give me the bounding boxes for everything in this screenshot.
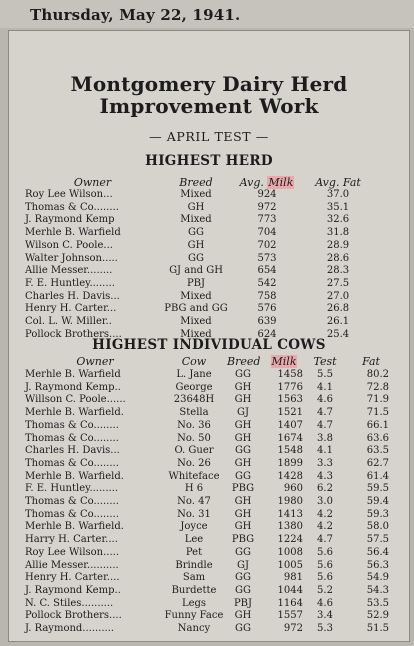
herd-avg-fat-cell: 32.6: [326, 214, 350, 226]
herd-breed-cell: GG: [188, 252, 204, 264]
herd-table-header: [9, 176, 409, 190]
cow-name-cell: No. 31: [177, 508, 211, 520]
cow-milk-cell: 1899: [277, 457, 303, 469]
cow-milk-cell: 1407: [277, 419, 303, 431]
cow-fat-cell: 62.7: [366, 457, 389, 469]
cow-milk-cell: 1674: [277, 432, 303, 444]
cow-fat-cell: 54.9: [366, 572, 389, 584]
cow-breed-cell: GH: [234, 419, 252, 431]
cow-fat-cell: 56.4: [366, 546, 389, 558]
newspaper-dateline-bar: [0, 0, 414, 28]
cow-name-cell: Whiteface: [168, 470, 220, 482]
cow-fat-cell: 58.0: [366, 521, 389, 533]
herd-owner-cell: Pollock Brothers....: [25, 328, 122, 340]
herd-avg-fat-cell: 26.8: [326, 303, 350, 315]
cow-milk-cell: 1557: [277, 610, 303, 622]
herd-table-row: [9, 189, 409, 201]
cow-milk-header: [265, 355, 303, 368]
cow-name-cell: Stella: [179, 407, 209, 419]
cow-milk-cell: 981: [283, 572, 303, 584]
herd-breed-cell: PBJ: [186, 277, 206, 289]
cow-owner-cell: Thomas & Co........: [25, 457, 119, 469]
cow-name-cell: No. 26: [177, 457, 211, 469]
cow-milk-cell: 1044: [277, 584, 303, 596]
cow-test-cell: 5.2: [317, 584, 333, 596]
herd-avg-fat-cell: 28.6: [326, 252, 350, 264]
cow-table-row: [9, 560, 409, 572]
herd-avg-milk-cell: 972: [257, 201, 277, 213]
cow-test-cell: 3.8: [317, 432, 333, 444]
herd-table-row: [9, 316, 409, 328]
cow-breed-cell: GJ: [237, 559, 249, 571]
cow-table-row: [9, 458, 409, 470]
cow-breed-header: Breed: [227, 355, 261, 368]
herd-breed-cell: GH: [187, 239, 205, 251]
cow-table-row: [9, 610, 409, 622]
cow-owner-cell: Thomas & Co........: [25, 496, 119, 507]
herd-table-row: [9, 240, 409, 252]
herd-breed-cell: Mixed: [180, 290, 212, 302]
cow-test-cell: 4.7: [317, 534, 333, 546]
cow-fat-cell: 80.2: [366, 369, 389, 380]
cow-name-cell: 23648H: [173, 394, 215, 406]
cow-name-cell: Legs: [181, 597, 207, 609]
herd-table-row: [9, 253, 409, 265]
highest-herd-heading: HIGHEST HERD: [145, 153, 273, 169]
herd-avg-milk-cell: 624: [257, 328, 277, 340]
cow-breed-cell: GH: [234, 381, 252, 393]
cow-table-row: [9, 471, 409, 483]
cow-test-cell: 5.3: [317, 623, 333, 634]
cow-owner-cell: Pollock Brothers....: [25, 610, 122, 622]
cow-milk-cell: 1563: [277, 394, 303, 406]
herd-owner-cell: Walter Johnson.....: [25, 252, 118, 264]
cow-fat-cell: 53.5: [366, 597, 389, 609]
cow-owner-cell: Roy Lee Wilson.....: [25, 546, 120, 558]
herd-breed-cell: PBG and GG: [164, 303, 228, 315]
herd-avg-fat-header: Avg. Fat: [315, 176, 361, 189]
herd-avg-milk-cell: 542: [257, 277, 277, 289]
cow-owner-cell: Harry H. Carter....: [25, 534, 118, 546]
cow-fat-cell: 57.5: [366, 534, 389, 546]
herd-owner-cell: Allie Messer........: [25, 265, 113, 277]
cow-fat-cell: 61.4: [366, 470, 389, 482]
cow-owner-cell: Henry H. Carter....: [25, 572, 120, 584]
cow-milk-cell: 1980: [277, 496, 303, 507]
cow-owner-cell: Thomas & Co........: [25, 432, 119, 444]
cow-name-cell: Lee: [184, 534, 204, 546]
cow-name-cell: H 6: [184, 483, 204, 495]
herd-avg-milk-cell: 639: [257, 316, 277, 327]
herd-table-row: [9, 227, 409, 239]
herd-breed-cell: GH: [187, 201, 205, 213]
cow-breed-cell: GG: [235, 470, 251, 482]
cow-milk-cell: 1548: [277, 445, 303, 457]
herd-avg-milk-cell: 924: [257, 189, 277, 200]
cow-milk-cell: 972: [283, 623, 303, 634]
herd-avg-fat-cell: 26.1: [326, 316, 350, 327]
herd-avg-fat-cell: 35.1: [326, 201, 350, 213]
cow-owner-cell: Charles H. Davis...: [25, 445, 120, 457]
cow-name-header: Cow: [181, 355, 207, 368]
herd-owner-cell: J. Raymond Kemp: [25, 214, 115, 226]
herd-avg-fat-cell: 27.5: [326, 277, 350, 289]
cow-fat-header: Fat: [362, 355, 380, 368]
herd-table-row: [9, 265, 409, 277]
herd-breed-cell: Mixed: [180, 328, 212, 340]
cow-table-row: [9, 483, 409, 495]
cow-milk-cell: 1008: [277, 546, 303, 558]
cow-owner-cell: Merhle B. Warfield.: [25, 470, 124, 482]
herd-avg-fat-cell: 28.3: [326, 265, 350, 277]
cow-fat-cell: 59.4: [366, 496, 389, 507]
cow-name-cell: Funny Face: [164, 610, 224, 622]
cow-breed-cell: GH: [234, 610, 252, 622]
herd-breed-cell: GG: [188, 227, 204, 239]
article-title-line-2: Improvement Work: [99, 94, 319, 118]
herd-avg-fat-cell: 25.4: [326, 328, 350, 340]
cow-name-cell: L. Jane: [176, 369, 212, 380]
cow-test-cell: 3.3: [317, 457, 333, 469]
cow-name-cell: Pet: [185, 546, 203, 558]
cow-milk-cell: 1521: [277, 407, 303, 419]
cow-milk-cell: 1776: [277, 381, 303, 393]
cow-name-cell: Sam: [182, 572, 206, 584]
cow-name-cell: Burdette: [171, 584, 217, 596]
herd-avg-milk-cell: 704: [257, 227, 277, 239]
herd-avg-milk-cell: 573: [257, 252, 277, 264]
cow-test-cell: 4.2: [317, 521, 333, 533]
herd-avg-milk-prefix: Avg.: [239, 176, 264, 189]
cow-name-cell: Nancy: [177, 623, 211, 634]
cow-owner-cell: Willson C. Poole......: [25, 394, 126, 406]
cow-name-cell: No. 47: [177, 496, 211, 507]
herd-owner-cell: Col. L. W. Miller..: [25, 316, 112, 327]
herd-avg-milk-cell: 773: [257, 214, 277, 226]
cow-owner-cell: J. Raymond..........: [25, 623, 115, 634]
cow-fat-cell: 51.5: [366, 623, 389, 634]
herd-owner-cell: Charles H. Davis...: [25, 290, 120, 302]
cow-owner-cell: Thomas & Co........: [25, 508, 119, 520]
cow-table-row: [9, 509, 409, 521]
herd-breed-cell: Mixed: [180, 316, 212, 327]
cow-fat-cell: 66.1: [366, 419, 389, 431]
herd-avg-milk-cell: 702: [257, 239, 277, 251]
herd-breed-cell: GJ and GH: [169, 265, 223, 277]
cow-name-cell: Brindle: [175, 559, 213, 571]
cow-breed-cell: GG: [235, 369, 251, 380]
herd-avg-milk-header: [237, 176, 297, 189]
cow-breed-cell: PBG: [231, 483, 255, 495]
cow-table-row: [9, 394, 409, 406]
cow-owner-cell: Merhle B. Warfield.: [25, 407, 124, 419]
cow-table-row: [9, 369, 409, 381]
cow-fat-cell: 54.3: [366, 584, 389, 596]
herd-breed-cell: Mixed: [180, 189, 212, 200]
cow-test-cell: 5.6: [317, 572, 333, 584]
cow-fat-cell: 63.5: [366, 445, 389, 457]
cow-breed-cell: GH: [234, 508, 252, 520]
cow-test-cell: 4.7: [317, 407, 333, 419]
cow-owner-cell: N. C. Stiles..........: [25, 597, 114, 609]
herd-avg-fat-cell: 28.9: [326, 239, 350, 251]
cow-milk-cell: 1164: [277, 597, 303, 609]
cow-fat-cell: 63.6: [366, 432, 389, 444]
herd-table-row: [9, 278, 409, 290]
cow-table-row: [9, 598, 409, 610]
cow-test-cell: 3.4: [317, 610, 333, 622]
herd-avg-milk-cell: 654: [257, 265, 277, 277]
cow-test-cell: 4.1: [317, 381, 333, 393]
cow-milk-cell: 1380: [277, 521, 303, 533]
cow-fat-cell: 72.8: [366, 381, 389, 393]
herd-breed-header: Breed: [179, 176, 213, 189]
cow-name-cell: Joyce: [180, 521, 208, 533]
cow-owner-cell: Thomas & Co........: [25, 419, 119, 431]
cow-milk-cell: 1224: [277, 534, 303, 546]
cow-fat-cell: 59.5: [366, 483, 389, 495]
article-title-line-1: Montgomery Dairy Herd: [70, 72, 348, 96]
herd-owner-cell: Merhle B. Warfield: [25, 227, 121, 239]
cow-owner-cell: F. E. Huntley.........: [25, 483, 119, 495]
herd-avg-milk-word: Milk: [268, 176, 294, 189]
cow-breed-cell: GG: [235, 546, 251, 558]
cow-test-cell: 4.6: [317, 394, 333, 406]
cow-test-cell: 4.7: [317, 419, 333, 431]
cow-table-row: [9, 623, 409, 635]
cow-test-cell: 4.6: [317, 597, 333, 609]
herd-avg-milk-cell: 758: [257, 290, 277, 302]
cow-owner-header: Owner: [76, 355, 114, 368]
herd-avg-fat-cell: 31.8: [326, 227, 350, 239]
herd-table-row: [9, 291, 409, 303]
cow-breed-cell: GG: [235, 445, 251, 457]
cow-milk-cell: 1428: [277, 470, 303, 482]
cow-table-header: [9, 355, 409, 369]
cow-test-cell: 4.2: [317, 508, 333, 520]
cow-milk-cell: 1458: [277, 369, 303, 380]
herd-owner-cell: Wilson C. Poole...: [25, 239, 113, 251]
cow-breed-cell: GH: [234, 394, 252, 406]
herd-owner-header: Owner: [73, 176, 112, 189]
cow-breed-cell: PBJ: [233, 597, 253, 609]
herd-owner-cell: Roy Lee Wilson...: [25, 189, 113, 200]
cow-breed-cell: GG: [235, 623, 251, 634]
article-subtitle: — APRIL TEST —: [149, 129, 269, 144]
herd-table-row: [9, 202, 409, 214]
herd-table-row: [9, 214, 409, 226]
cow-table-row: [9, 420, 409, 432]
cow-owner-cell: J. Raymond Kemp..: [25, 584, 121, 596]
cow-fat-cell: 71.5: [366, 407, 389, 419]
newspaper-clipping: [8, 30, 410, 642]
cow-fat-cell: 59.3: [366, 508, 389, 520]
cow-table-row: [9, 382, 409, 394]
cow-breed-cell: GH: [234, 521, 252, 533]
cow-breed-cell: GH: [234, 432, 252, 444]
cow-table-row: [9, 521, 409, 533]
cow-test-header: Test: [313, 355, 337, 368]
herd-owner-cell: Henry H. Carter...: [25, 303, 117, 315]
herd-owner-cell: Thomas & Co........: [25, 201, 119, 213]
cow-owner-cell: Merhle B. Warfield: [25, 369, 121, 380]
herd-avg-fat-cell: 27.0: [326, 290, 350, 302]
cow-test-cell: 4.1: [317, 445, 333, 457]
cow-test-cell: 3.0: [317, 496, 333, 507]
cow-name-cell: O. Guer: [174, 445, 214, 457]
cow-owner-cell: Merhle B. Warfield.: [25, 521, 124, 533]
cow-milk-cell: 1005: [277, 559, 303, 571]
cow-table-row: [9, 407, 409, 419]
cow-table-row: [9, 534, 409, 546]
cow-table-row: [9, 496, 409, 508]
cow-table-row: [9, 445, 409, 457]
cow-breed-cell: GJ: [237, 407, 249, 419]
cow-test-cell: 5.6: [317, 546, 333, 558]
cow-milk-cell: 960: [283, 483, 303, 495]
cow-breed-cell: GH: [234, 457, 252, 469]
cow-breed-cell: GG: [235, 572, 251, 584]
cow-milk-word: Milk: [271, 355, 297, 368]
cow-fat-cell: 52.9: [366, 610, 389, 622]
cow-fat-cell: 71.9: [366, 394, 389, 406]
cow-table-row: [9, 547, 409, 559]
herd-avg-milk-cell: 576: [257, 303, 277, 315]
cow-owner-cell: Allie Messer..........: [25, 559, 119, 571]
herd-avg-fat-cell: 37.0: [326, 189, 350, 200]
cow-name-cell: No. 36: [177, 419, 211, 431]
cow-milk-cell: 1413: [277, 508, 303, 520]
cow-breed-cell: GH: [234, 496, 252, 507]
cow-name-cell: George: [175, 381, 213, 393]
cow-test-cell: 4.3: [317, 470, 333, 482]
cow-breed-cell: PBG: [231, 534, 255, 546]
cow-name-cell: No. 50: [177, 432, 211, 444]
herd-breed-cell: Mixed: [180, 214, 212, 226]
highest-cows-heading: HIGHEST INDIVIDUAL COWS: [92, 337, 326, 353]
herd-table-row: [9, 303, 409, 315]
herd-owner-cell: F. E. Huntley........: [25, 277, 115, 289]
cow-breed-cell: GG: [235, 584, 251, 596]
cow-test-cell: 5.5: [317, 369, 333, 380]
cow-table-row: [9, 433, 409, 445]
cow-test-cell: 6.2: [317, 483, 333, 495]
cow-table-row: [9, 585, 409, 597]
dateline-text: Thursday, May 22, 1941.: [30, 6, 241, 24]
cow-table-row: [9, 572, 409, 584]
cow-fat-cell: 56.3: [366, 559, 389, 571]
cow-test-cell: 5.6: [317, 559, 333, 571]
cow-owner-cell: J. Raymond Kemp..: [25, 381, 121, 393]
